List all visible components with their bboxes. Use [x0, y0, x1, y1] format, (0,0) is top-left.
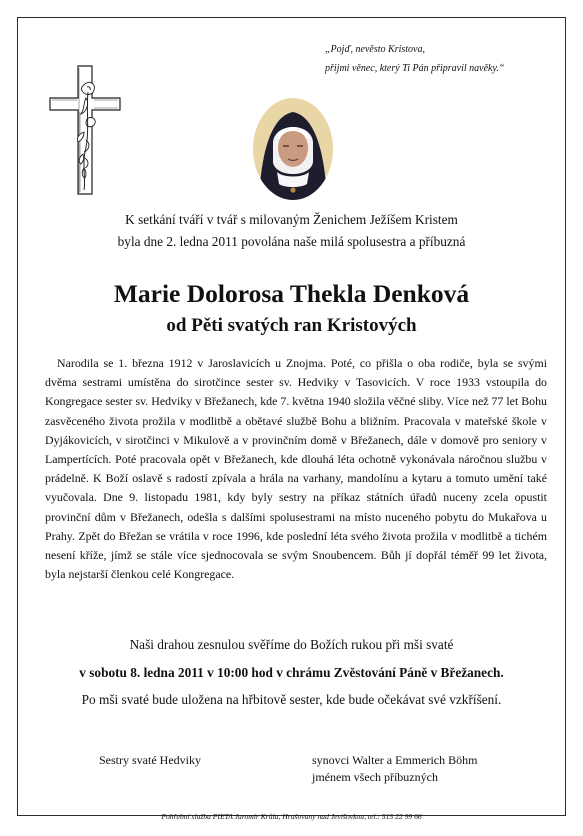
signature-left: Sestry svaté Hedviky [99, 753, 201, 767]
funeral-line-3: Po mši svaté bude uložena na hřbitově sester, kde bude očekávat své vzkříšení. [81, 692, 502, 707]
signature-right-line-1: synovci Walter a Emmerich Böhm [312, 753, 478, 767]
quote-line-1: „Pojď, nevěsto Kristova, [325, 44, 425, 55]
intro-line-1: K setkání tváří v tvář s milovaným Ženichem Ježíšem Kristem [125, 212, 458, 227]
funeral-date-place: v sobotu 8. ledna 2011 v 10:00 hod v chrámu Zvěstování Páně v Břežanech. [79, 665, 504, 680]
footer-funeral-service: Pohřební služba PIETA Jaromír Krůla, Hrušovany nad Jevišovkou, tel.: 515 22 99 66 [161, 812, 422, 821]
quote-line-2: přijmi věnec, který Ti Pán připravil navěky.“ [325, 63, 505, 74]
signature-right-line-2: jménem všech příbuzných [312, 770, 438, 784]
quote [325, 40, 504, 78]
cross-with-rose-icon [48, 62, 122, 198]
deceased-subtitle: od Pěti svatých ran Kristových [166, 315, 417, 336]
funeral-line-1: Naši drahou zesnulou svěříme do Božích rukou při mši svaté [129, 637, 454, 652]
deceased-name: Marie Dolorosa Thekla Denková [113, 279, 470, 308]
portrait-photo [253, 98, 333, 200]
biography: Narodila se 1. března 1912 v Jaroslavicích u Znojma. Poté, co přišla o oba rodiče, byla se svými dvěma sestrami umístěna do sirotčince sester sv. Hedviky v Tasovicích. V roce 1933 vstoupila do Kongregace sester sv. Hedviky v Břežanech, kde 7. května 1940 složila věčné sliby. Více než 77 let Bohu zasvěceného života prožila v modlitbě a obětavé službě Bohu a bližním. Pracovala v mateřské škole v Dyjákovicích, v sirotčinci v Mikulově a v provinčním domě v Břežanech, dále v domově pro seniory v Lampertících. Poté pracovala opět v Břežanech, kde dlouhá léta ochotně vykonávala náročnou službu v prádelně. K Boží oslavě s radostí zpívala a hrála na varhany, mandolínu a kytaru a tomuto umění také vyučovala. Dne 9. listopadu 1981, kdy byly sestry na příkaz státních úřadů nuceny zcela opustit provinční dům v Břežanech, odešla s dalšími spolusestrami na místo nuceného pobytu do Mukařova u Prahy. Zpět do Břežan se vrátila v roce 1996, kde poslední léta svého života prožila v modlitbě a tichém nesení kříže, jímž se stále více sjednocovala se svým Snoubencem. Bůh jí dopřál téměř 99 let života, byla nejstarší členkou celé Kongregace. [45, 356, 547, 582]
signature-right [312, 752, 477, 786]
intro-line-2: byla dne 2. ledna 2011 povolána naše milá spolusestra a příbuzná [117, 234, 466, 249]
